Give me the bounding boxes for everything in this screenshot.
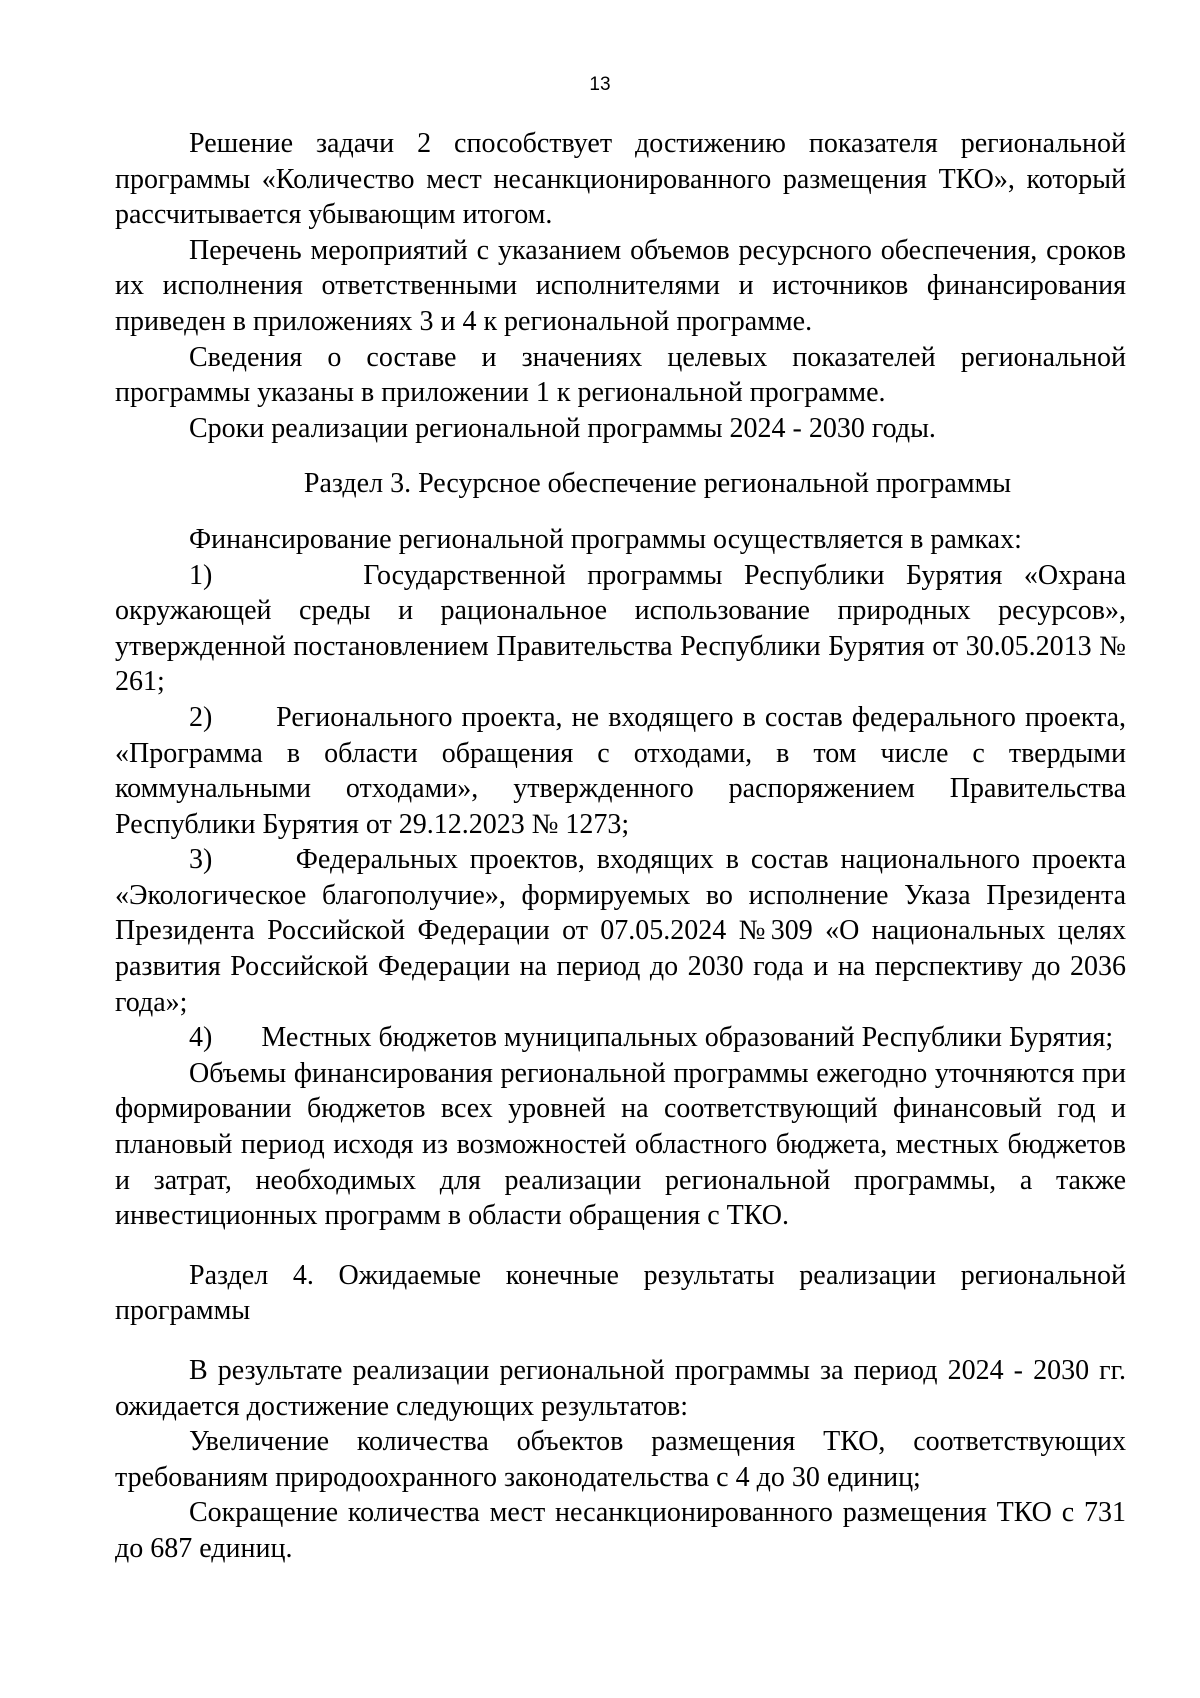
section-4-intro: В результате реализации региональной программы за период 2024 - 2030 гг. ожидается достижение следующих результатов: [115,1355,1126,1422]
document-body [115,126,1126,1567]
result-item-1: Увеличение количества объектов размещения ТКО, соответствующих требованиям природоохранного законодательства с 4 до 30 единиц; [115,1426,1126,1493]
financing-item-3: 3) Федеральных проектов, входящих в состав национального проекта «Экологическое благополучие», формируемых во исполнение Указа Президента Президента Российской Федерации от 07.05.2024 №309 «О национальных целях развития Российской Федерации на период до 2030 года и на перспективу до 2036 года»; [115,844,1126,1018]
paragraph-terms: Сроки реализации региональной программы 2024 - 2030 годы. [189,412,936,444]
financing-item-4: 4) Местных бюджетов муниципальных образований Республики Бурятия; [189,1022,1114,1054]
financing-item-1: 1) Государственной программы Республики Бурятия «Охрана окружающей среды и рациональное использование природных ресурсов», утвержденной постановлением Правительства Республики Бурятия от 30.05.2013 № 261; [115,559,1126,698]
section-4-heading: Раздел 4. Ожидаемые конечные результаты реализации региональной программы [115,1259,1126,1327]
page-number: 13 [589,74,611,95]
paragraph-task2: Решение задачи 2 способствует достижению показателя региональной программы «Количество мест несанкционированного размещения ТКО», который рассчитывается убывающим итогом. [115,128,1126,231]
section-3-closing: Объемы финансирования региональной программы ежегодно уточняются при формировании бюджетов всех уровней на соответствующий финансовый год и плановый период исходя из возможностей областного бюджета, местных бюджетов и затрат, необходимых для реализации региональной программы, а также инвестиционных программ в области обращения с ТКО. [115,1057,1126,1232]
section-3-heading: Раздел 3. Ресурсное обеспечение региональной программы [303,468,1012,500]
paragraph-measures-list: Перечень мероприятий с указанием объемов ресурсного обеспечения, сроков их исполнения ответственными исполнителями и источников финансирования приведен в приложениях 3 и 4 к региональной программе. [115,234,1126,337]
financing-item-2: 2) Регионального проекта, не входящего в состав федерального проекта, «Программа в области обращения с отходами, в том числе с твердыми коммунальными отходами», утвержденного распоряжением Правительства Республики Бурятия от 29.12.2023 № 1273; [115,701,1126,840]
result-item-2: Сокращение количества мест несанкционированного размещения ТКО с 731 до 687 единиц. [115,1497,1126,1564]
paragraph-indicators: Сведения о составе и значениях целевых показателей региональной программы указаны в приложении 1 к региональной программе. [115,341,1126,409]
section-3-intro: Финансирование региональной программы осуществляется в рамках: [189,523,1022,555]
